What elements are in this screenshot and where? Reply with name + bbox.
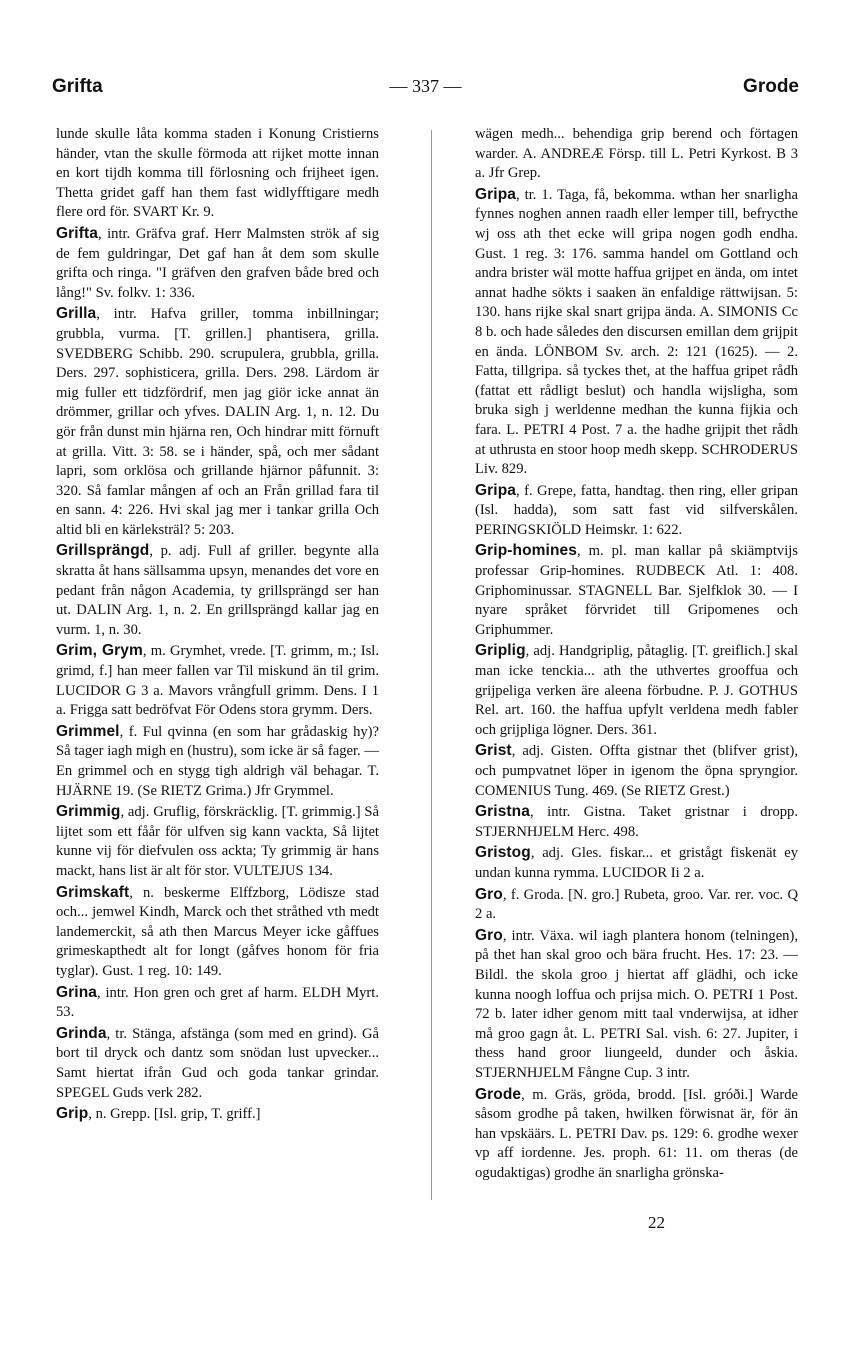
- headword: Grillsprängd: [56, 542, 150, 560]
- headword: Griplig: [475, 642, 526, 660]
- entry-gripa-f: Gripa, f. Grepe, fatta, handtag. then ring, eller gripan (Isl. hadda), som satt fast vid silfverskålen. PERINGSKIÖLD Heimskr. 1: 622.: [475, 481, 798, 538]
- entry-gro-f: Gro, f. Groda. [N. gro.] Rubeta, groo. Var. rer. voc. Q 2 a.: [475, 885, 798, 923]
- entry-grifta: Grifta, intr. Gräfva graf. Herr Malmsten strök af sig de fem guldringar, Det gaf han åt dem som skulle grifta och ringa. "I gräfven den grafven både bred och lång!" Sv. folkv. 1: 336.: [56, 224, 379, 301]
- headword: Gro: [475, 885, 503, 903]
- headword: Grimskaft: [56, 883, 130, 901]
- left-column: [56, 125, 379, 1125]
- entry-grimmel: Grimmel, f. Ful qvinna (en som har grådaskig hy)? Så tager iagh migh en (hustru), som icke är så fager. — En grimmel och en stygg tigh aldrigh väl behagar. T. HJÄRNE 19. (Se RIETZ Grima.) Jfr Grymmel.: [56, 722, 379, 799]
- entry-grip: Grip, n. Grepp. [Isl. grip, T. griff.]: [56, 1105, 261, 1123]
- entry-grimskaft: Grimskaft, n. beskerme Elffzborg, Lödisze stad och... jemwel Kindh, Marck och thet stråthed vth medt landemerckit, så ath then Marcus Meyer icke gåffues grimeskapthedt alt for longt (gåfves honom för fria tyglar). Gust. 1 reg. 10: 149.: [56, 883, 379, 979]
- headword: Gripa: [475, 185, 516, 203]
- signature-mark: 22: [648, 1213, 665, 1232]
- entry-grist: Grist, adj. Gisten. Offta gistnar thet (blifver grist), och pumpvatnet löper in igenom the öpna spryngior. COMENIUS Tung. 469. (Se RIETZ Grest.): [475, 742, 798, 799]
- page-number: — 337 —: [389, 76, 462, 96]
- right-column: [475, 125, 798, 1183]
- entry-grimmig: Grimmig, adj. Gruflig, förskräcklig. [T. grimmig.] Så lijtet som ett fåår för ulfven sig kann vackta, Så lijtet kunne vij för diefvulen oss ackta; Ty grimmig är hans mackt, hans list är alt för stor. VULTEJUS 134.: [56, 803, 379, 879]
- entry-grilla: Grilla, intr. Hafva griller, tomma inbillningar; grubbla, vurma. [T. grillen.] phantisera, grilla. SVEDBERG Schibb. 290. scrupulera, grubbla, grilla. Ders. 297. sophisticera, grilla. Ders. 298. Lärdom är mig fuller ett tidzfördrif, men jag giör icke annat än drömmer, grillar och yfves. DALIN Arg. 1, n. 12. Du gör från dunst min hjärna ren, Och hindrar mitt förnuft at grilla. Vitt. 3: 58. se i händer, spå, och mer sådant lapri, som orklösa och grillande hjärnor påfunnit. 3: 320. Så famlar mången af och an Från grillad fara til en sann. 4: 226. Hvi skal jag mer i tankar grilla Och altid bli en kärleksträl? 5: 203.: [56, 305, 379, 538]
- headword: Grina: [56, 983, 97, 1001]
- headword: Grilla: [56, 305, 97, 323]
- running-header: [52, 76, 799, 104]
- entry-grip-homines: Grip-homines, m. pl. man kallar på skiämptvijs professar Grip-homines. RUDBECK Atl. 1: 408. Griphominussar. STAGNELL Bar. Sjelfklok 30. — I nyare språket förvridet till Gripomenes och Griphummer.: [475, 542, 798, 638]
- entry-gristna: Gristna, intr. Gistna. Taket gristnar i dropp. STJERNHJELM Herc. 498.: [475, 803, 798, 840]
- column-divider: [431, 130, 432, 1200]
- headword: Grim, Grym: [56, 642, 143, 660]
- headword: Grip: [56, 1105, 89, 1123]
- headword: Gristog: [475, 844, 531, 862]
- header-right-headword: Grode: [743, 76, 799, 97]
- entry-griplig: Griplig, adj. Handgriplig, påtaglig. [T. greiflich.] skal man icke tenckia... ath the uthvertes grooffua och grijpeliga verken äre aleena förbudne. P. J. GOTHUS Rel. art. 160. the haffua upfylt verldena medh fabler och grijpliga lögner. Ders. 361.: [475, 642, 798, 738]
- entry-continuation: lunde skulle låta komma staden i Konung Cristierns händer, vtan the skulle förmoda att rijket motte innan en kort tijdh komma till förlosning och frijheet igen. Thetta gridet gaff han them fast widlyfftigare medh flere ord för. SVART Kr. 9.: [56, 126, 379, 221]
- headword: Grip-homines: [475, 542, 577, 560]
- entry-grinda: Grinda, tr. Stänga, afstänga (som med en grind). Gå bort til dryck och dantz som snödan lust upvecker... Samt hiertat ifrån Gud och goda tankar grindar. SPEGEL Guds verk 282.: [56, 1024, 379, 1101]
- headword: Grimmig: [56, 803, 121, 821]
- entry-grim-grym: Grim, Grym, m. Grymhet, vrede. [T. grimm, m.; Isl. grimd, f.] han meer fallen var Til miskund än til grim. LUCIDOR G 3 a. Mavors vrångfull grimm. Dens. I 1 a. Frigga satt bedröfvat För Odens stora grymm. Ders.: [56, 642, 379, 719]
- headword: Grode: [475, 1085, 522, 1103]
- entry-gripa-tr: Gripa, tr. 1. Taga, få, bekomma. wthan her snarligha fynnes noghen annen raadh eller lemper till, befrycthe wj oss ath thet ecke will gripa nogen godh endha. Gust. 1 reg. 3: 176. samma handel om Gottland och andra brister wäl motte haffua grijpet en ända, om intet annat hadhe sökts i saaken än enfaldige rättwijsan. 5: 130. hans rijke skal snart grijpa ända. A. SIMONIS Cc 8 b. och hade således den discursen emillan dem grijpit en ända. LÖNBOM Sv. arch. 2: 121 (1625). — 2. Fatta, tillgripa. så tyckes thet, at the haffua gripet rådh (fattat ett rådligt beslut) och handla wijsligha, som bruka sigh j werldenne medhan the kunna fijkia och fara. L. PETRI 4 Post. 7 a. the hadhe grijpit thet rådh at uthrusta en stoor hoop medh skepp. SCHRODERUS Liv. 829.: [475, 185, 798, 478]
- entry-grina: Grina, intr. Hon gren och gret af harm. ELDH Myrt. 53.: [56, 983, 379, 1021]
- headword: Grimmel: [56, 722, 120, 740]
- headword: Gro: [475, 926, 503, 944]
- headword: Gristna: [475, 803, 530, 821]
- entry-gristog: Gristog, adj. Gles. fiskar... et gristågt fiskenät ey undan kunna rymma. LUCIDOR Ii 2 a.: [475, 844, 798, 881]
- entry-gro-intr: Gro, intr. Växa. wil iagh plantera honom (telningen), på thet han skal groo och bära frucht. Hes. 17: 23. — Bildl. the skola groo j hiertat aff glädhi, och icke kunna noogh loffua och prijsa mich. O. PETRI 1 Post. 72 b. later idher genom mitt taal vnderwijsa, at idher må groo gagn åt. L. PETRI Sal. vish. 6: 27. Jupiter, i thess hand groor liungeeld, dunder och åskia. STJERNHJELM Fångne Cup. 3 intr.: [475, 926, 798, 1081]
- headword: Gripa: [475, 481, 516, 499]
- headword: Grinda: [56, 1024, 107, 1042]
- header-left-headword: Grifta: [52, 76, 103, 97]
- headword: Grifta: [56, 224, 98, 242]
- headword: Grist: [475, 742, 512, 760]
- entry-grillsprangd: Grillsprängd, p. adj. Full af griller. begynte alla skratta åt hans sällsamma upsyn, menandes det vore en pedant från någon Academia, ty grillsprängd ser han ut. DALIN Arg. 1, n. 2. En grillsprängd kallar jag en vurm. 1, n. 30.: [56, 542, 379, 638]
- entry-grode: Grode, m. Gräs, gröda, brodd. [Isl. gróði.] Warde såsom grodhe på taken, hwilken förwisnat är, för än han vpskäärs. L. PETRI Dav. ps. 129: 6. grodhe wexer vp aff iordenne. Jes. proph. 61: 11. om theras (de ogudaktigas) grodhe än snarligha grönska-: [475, 1085, 798, 1181]
- entry-continuation-grip: wägen medh... behendiga grip berend och förtagen warder. A. ANDREÆ Försp. till L. Petri Kyrkost. B 3 a. Jfr Grep.: [475, 126, 798, 182]
